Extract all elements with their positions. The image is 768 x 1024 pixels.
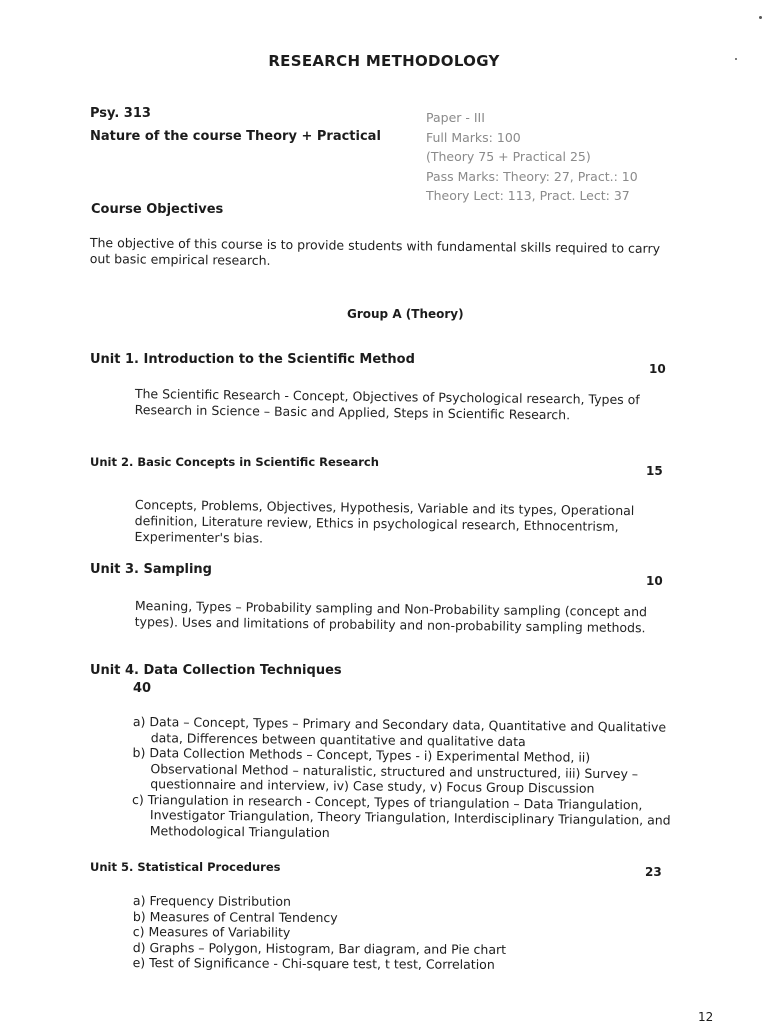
list-item: a) Data – Concept, Types – Primary and Secondary data, Quantitative and Qualitative data, Differences between quantitative and qualitative data: [132, 714, 667, 749]
scan-speck: [759, 16, 762, 19]
objectives-heading: Course Objectives: [91, 202, 224, 217]
unit-2-text: Concepts, Problems, Objectives, Hypothesis, Variable and its types, Operational definition, Literature review, Ethics in psychological research, Ethnocentrism, Experimenter's bias.: [134, 497, 635, 546]
list-item: c) Triangulation in research - Concept, Types of triangulation – Data Triangulation, Investigator Triangulation, Theory Triangulation, Interdisciplinary Triangulation, and Methodological Triangulation: [132, 791, 671, 840]
unit-5-list: [133, 893, 653, 973]
list-item: a) Frequency Distribution: [132, 893, 291, 909]
lecture-hours: Theory Lect: 113, Pract. Lect: 37: [426, 188, 630, 203]
unit-3-text: Meaning, Types – Probability sampling and Non-Probability sampling (concept and types). Uses and limitations of probability and non-probability sampling methods.: [134, 598, 648, 636]
unit-4-marks: 40: [133, 681, 152, 696]
list-item: b) Measures of Central Tendency: [132, 908, 338, 925]
unit-1-title: Unit 1. Introduction to the Scientific Method: [90, 352, 415, 367]
unit-5-title: Unit 5. Statistical Procedures: [90, 860, 281, 874]
page-number: 12: [698, 1010, 714, 1024]
unit-3-marks: 10: [646, 574, 663, 588]
scan-speck: [735, 58, 737, 60]
marks-split: (Theory 75 + Practical 25): [426, 149, 591, 164]
course-meta: [426, 108, 638, 206]
list-item: d) Graphs – Polygon, Histogram, Bar diagram, and Pie chart: [132, 939, 507, 957]
unit-3-title: Unit 3. Sampling: [90, 562, 212, 577]
unit-2-title: Unit 2. Basic Concepts in Scientific Research: [90, 455, 379, 469]
unit-1-text: The Scientific Research - Concept, Objectives of Psychological research, Types of Research in Science – Basic and Applied, Steps in Scientific Research.: [134, 386, 640, 423]
unit-1-marks: 10: [649, 362, 666, 376]
objectives-text: The objective of this course is to provide students with fundamental skills required to carry out basic empirical research.: [89, 235, 661, 268]
unit-5-marks: 23: [645, 865, 662, 879]
list-item: e) Test of Significance - Chi-square test, t test, Correlation: [132, 954, 495, 972]
group-heading: Group A (Theory): [347, 307, 464, 321]
paper-label: Paper - III: [426, 110, 485, 125]
unit-2-marks: 15: [646, 464, 663, 478]
course-nature: Nature of the course Theory + Practical: [90, 129, 381, 144]
pass-marks: Pass Marks: Theory: 27, Pract.: 10: [426, 168, 638, 184]
page-title: RESEARCH METHODOLOGY: [268, 52, 500, 70]
full-marks: Full Marks: 100: [426, 129, 521, 145]
unit-4-title: Unit 4. Data Collection Techniques: [90, 663, 342, 678]
list-item: c) Measures of Variability: [132, 923, 291, 940]
list-item: b) Data Collection Methods – Concept, Types - i) Experimental Method, ii) Observational Method – naturalistic, structured and unstructured, iii) Survey – questionnaire and interview, iv) Case study, v) Focus Group Discussion: [132, 744, 639, 796]
course-code: Psy. 313: [90, 106, 151, 121]
unit-4-list: [132, 714, 673, 844]
